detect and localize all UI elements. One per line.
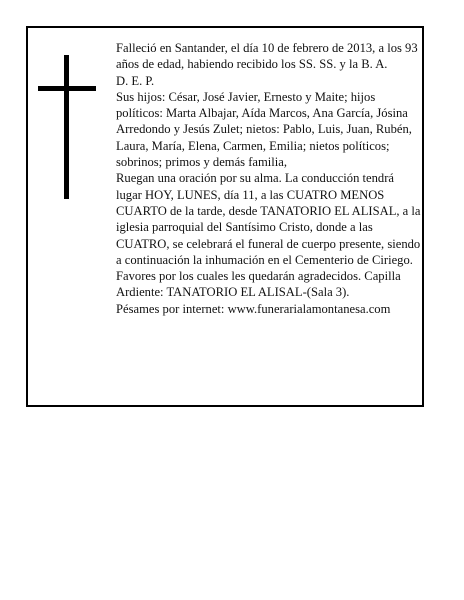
cross-icon xyxy=(38,55,96,199)
obituary-text xyxy=(116,40,422,317)
rip-line: D. E. P. xyxy=(116,73,155,88)
obituary-notice xyxy=(26,26,424,407)
family-list: Sus hijos: César, José Javier, Ernesto y Maite; hijos políticos: Marta Albajar, Aída Marcos, Ana García, Jósina Arredondo y Jesús Zulet; nietos: Pablo, Luis, Juan, Rubén, Laura, María, Elena, Carmen, Emilia; nietos políticos; sobrinos; primos y demás familia, xyxy=(116,89,412,170)
death-announcement: Falleció en Santander, el día 10 de febrero de 2013, a los 93 años de edad, habiendo recibido los SS. SS. y la B. A. xyxy=(116,41,418,72)
funeral-details: Ruegan una oración por su alma. La conducción tendrá lugar HOY, LUNES, día 11, a las CUATRO MENOS CUARTO de la tarde, desde TANATORIO EL ALISAL, a la iglesia parroquial del Santísimo Cristo, donde a las CUATRO, se celebrará el funeral de cuerpo presente, siendo a continuación la inhumación en el Cementerio de Ciriego. Favores por los cuales les quedarán agradecidos. Capilla Ardiente: TANATORIO EL ALISAL-(Sala 3). xyxy=(116,171,421,300)
cross-horizontal-bar xyxy=(38,86,96,91)
condolences-line: Pésames por internet: www.funerarialamontanesa.com xyxy=(116,301,391,316)
cross-vertical-bar xyxy=(64,55,69,199)
